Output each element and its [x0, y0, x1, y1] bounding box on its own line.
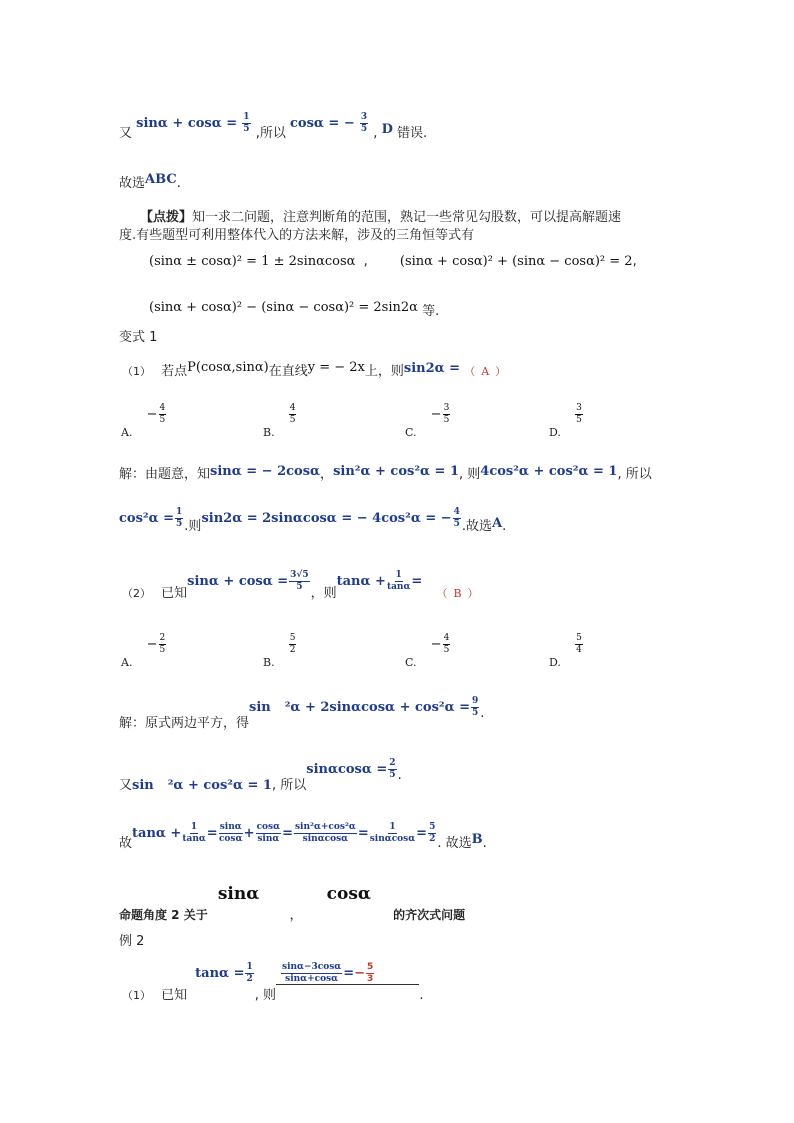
math-tan: tanα =	[195, 966, 245, 981]
math-sin: sin	[249, 700, 271, 715]
option-letter: D	[381, 122, 393, 137]
answer-abc: ABC	[145, 172, 177, 187]
cuowu-text: 错误.	[396, 126, 428, 141]
line-2	[119, 172, 181, 191]
math-sin2a: sin2α =	[403, 361, 461, 376]
math-cos-large: cosα	[326, 884, 371, 904]
plus: +	[243, 826, 255, 841]
solution-1-line-2	[119, 507, 507, 534]
question-2	[122, 570, 479, 601]
question-text: , 则	[254, 988, 276, 1003]
option-a[interactable]	[121, 633, 167, 669]
equals: =	[411, 574, 423, 589]
fraction: $\frac{3}{5}$	[360, 112, 368, 134]
solution-2-line-2	[119, 758, 402, 793]
math-expr: cos²α =	[119, 511, 175, 526]
option-d[interactable]	[549, 633, 584, 669]
question-text: 上，则	[364, 364, 404, 379]
fraction: $\frac{1}{\tan\alpha}$	[182, 822, 206, 844]
option-label: B.	[263, 656, 275, 669]
option-d[interactable]	[549, 403, 584, 439]
option-b[interactable]	[263, 403, 297, 439]
equals: =	[343, 966, 355, 981]
solution-text: , 所以	[271, 778, 307, 793]
solution-text: .故选	[461, 519, 493, 534]
comma: ,	[632, 254, 637, 269]
identity-3: (sinα + cosα)² − (sinα − cosα)² = 2sin2α	[149, 300, 418, 315]
comma: ,	[373, 126, 378, 141]
fraction: $\frac{1}{2}$	[246, 962, 253, 984]
fraction: $\frac{\sin\alpha}{\cos\alpha}$	[218, 822, 243, 844]
tip-text-2: 度.有些题型可利用整体代入的方法来解，涉及的三角恒等式有	[119, 228, 475, 243]
fraction: $\frac{4}{5}$	[443, 633, 450, 655]
option-sign: −	[430, 407, 442, 422]
fraction: $\frac{2}{5}$	[159, 633, 166, 655]
option-a[interactable]	[121, 403, 167, 439]
line-1	[119, 112, 428, 141]
solution-text: . 故选	[437, 836, 472, 851]
math-expr: ²α + cos²α = 1	[167, 778, 272, 793]
math-expr: sin2α = 2sinαcosα = − 4cos²α = −	[201, 511, 452, 526]
fraction: $\frac{4}{5}$	[159, 403, 166, 425]
equals: =	[416, 826, 428, 841]
example-title: 例 2	[119, 934, 145, 949]
identity-line-1	[149, 254, 637, 269]
answer-b: B	[453, 587, 462, 600]
fraction: $\frac{\text{sin²α+cos²α}}{\sin\alpha\cos\alpha}$	[294, 822, 356, 844]
math-cos: cosα = −	[289, 116, 355, 131]
variant-title: 变式 1	[119, 330, 158, 345]
question-1	[122, 360, 506, 379]
math-expr: tanα +	[336, 574, 386, 589]
question-text: ，则	[310, 586, 337, 601]
paren-close: ）	[467, 587, 479, 600]
option-sign: −	[146, 407, 158, 422]
equals: =	[206, 826, 218, 841]
answer-fraction: $\frac{5}{3}$	[367, 962, 374, 984]
identity-line-2	[149, 296, 440, 319]
comma: ，	[320, 467, 334, 482]
comma: ，	[289, 908, 303, 923]
guxuan-text: 故选	[119, 176, 146, 191]
dot: .	[419, 988, 424, 1003]
solution-1-line-1	[119, 463, 652, 482]
tip-line-1	[140, 206, 621, 225]
fraction: $\frac{5}{2}$	[429, 822, 436, 844]
solution-text: , 则	[459, 467, 481, 482]
math-expr: tanα +	[132, 826, 182, 841]
fraction: $\frac{9}{5}$	[472, 696, 479, 718]
paren-open: （	[464, 365, 476, 378]
option-b[interactable]	[263, 633, 297, 669]
point-p: P(cosα,sinα)	[187, 360, 269, 375]
fraction: $\frac{5}{2}$	[289, 633, 296, 655]
math-expr: ²α + 2sinαcosα + cos²α =	[284, 700, 471, 715]
dot: .	[480, 706, 485, 721]
fraction: $\frac{2}{5}$	[389, 758, 396, 780]
line-eq: y = − 2x	[307, 360, 365, 375]
answer-letter: B	[471, 832, 483, 847]
solution-2-line-1	[119, 696, 485, 731]
tip-title: 【点拨】	[140, 210, 193, 225]
question-number: （1）	[122, 365, 151, 378]
option-label: D.	[549, 656, 561, 669]
fraction: $\frac{5}{4}$	[576, 633, 582, 655]
math-sin: sin	[132, 778, 154, 793]
option-label: C.	[405, 426, 417, 439]
answer-letter: A	[492, 516, 503, 531]
topic-text: 命题角度 2 关于	[119, 908, 208, 922]
equals: =	[282, 826, 293, 841]
dot: .	[176, 176, 181, 191]
solution-text: , 所以	[617, 467, 652, 482]
fraction: $\frac{3}{5}$	[443, 403, 450, 425]
question-text: 已知	[161, 988, 188, 1003]
option-label: C.	[405, 656, 417, 669]
math-expr: sin²α + cos²α = 1	[333, 464, 460, 479]
option-c[interactable]	[405, 403, 451, 439]
fraction: $\frac{3}{5}$	[576, 403, 582, 425]
fraction: $\frac{\cos\alpha}{\sin\alpha}$	[256, 822, 281, 844]
question-number: （2）	[122, 587, 151, 600]
suoyi-text: ,所以	[255, 126, 286, 141]
tip-line-2	[119, 224, 474, 243]
solution-text: .则	[184, 519, 202, 534]
identity-1: (sinα ± cosα)² = 1 ± 2sinαcosα	[149, 254, 356, 269]
dot: .	[482, 836, 487, 851]
option-sign: −	[146, 637, 158, 652]
math-sin-large: sinα	[217, 884, 260, 904]
topic-heading	[119, 884, 466, 923]
solution-text: 解：由题意，知	[119, 467, 211, 482]
example-2-question-1	[122, 962, 424, 1003]
fraction: $\frac{4}{5}$	[289, 403, 296, 425]
deng-text: 等.	[422, 304, 440, 319]
math-expr: sinα + cosα =	[187, 574, 289, 589]
fraction: $\frac{1}{\sin\alpha\cos\alpha}$	[369, 822, 416, 844]
math-expr: sinαcosα =	[306, 762, 388, 777]
question-text: 在直线	[268, 364, 308, 379]
comma: ,	[363, 254, 368, 269]
fraction: $\frac{1}{\tan\alpha}$	[386, 570, 411, 592]
equals: =	[357, 826, 369, 841]
solution-text: 又	[119, 778, 133, 793]
dot: .	[502, 519, 507, 534]
answer-sign: −	[354, 966, 366, 981]
question-text: 若点	[161, 364, 188, 379]
solution-text: 故	[119, 836, 133, 851]
topic-text: 的齐次式问题	[393, 908, 466, 922]
option-label: D.	[549, 426, 561, 439]
math-sin-plus-cos: sinα + cosα =	[136, 116, 238, 131]
option-label: B.	[263, 426, 275, 439]
fraction: $\frac{3√5}{5}$	[290, 570, 309, 592]
fraction: $\frac{\sin\alpha-3\cos\alpha}{\sin\alpha+\cos\alpha}$	[282, 962, 342, 984]
solution-text: 解：原式两边平方，得	[119, 716, 250, 731]
answer-blank[interactable]	[276, 963, 419, 985]
question-text: 已知	[161, 586, 188, 601]
fraction: $\frac{4}{5}$	[453, 507, 460, 529]
answer-a: A	[481, 365, 490, 378]
fraction: $\frac{1}{5}$	[243, 112, 250, 134]
tip-text-1: 知一求二问题，注意判断角的范围，熟记一些常见勾股数，可以提高解题速	[192, 210, 622, 225]
solution-2-line-3	[119, 822, 487, 851]
option-label: A.	[121, 656, 133, 669]
option-label: A.	[121, 426, 133, 439]
option-sign: −	[430, 637, 442, 652]
paren-open: （	[436, 587, 448, 600]
dot: .	[397, 768, 402, 783]
fraction: $\frac{1}{5}$	[176, 507, 183, 529]
math-expr: 4cos²α + cos²α = 1	[480, 464, 618, 479]
you-text: 又	[119, 126, 133, 141]
identity-2: (sinα + cosα)² + (sinα − cosα)² = 2	[399, 254, 633, 269]
paren-close: ）	[495, 365, 507, 378]
option-c[interactable]	[405, 633, 451, 669]
question-number: （1）	[122, 989, 151, 1002]
math-expr: sinα = − 2cosα	[210, 464, 321, 479]
